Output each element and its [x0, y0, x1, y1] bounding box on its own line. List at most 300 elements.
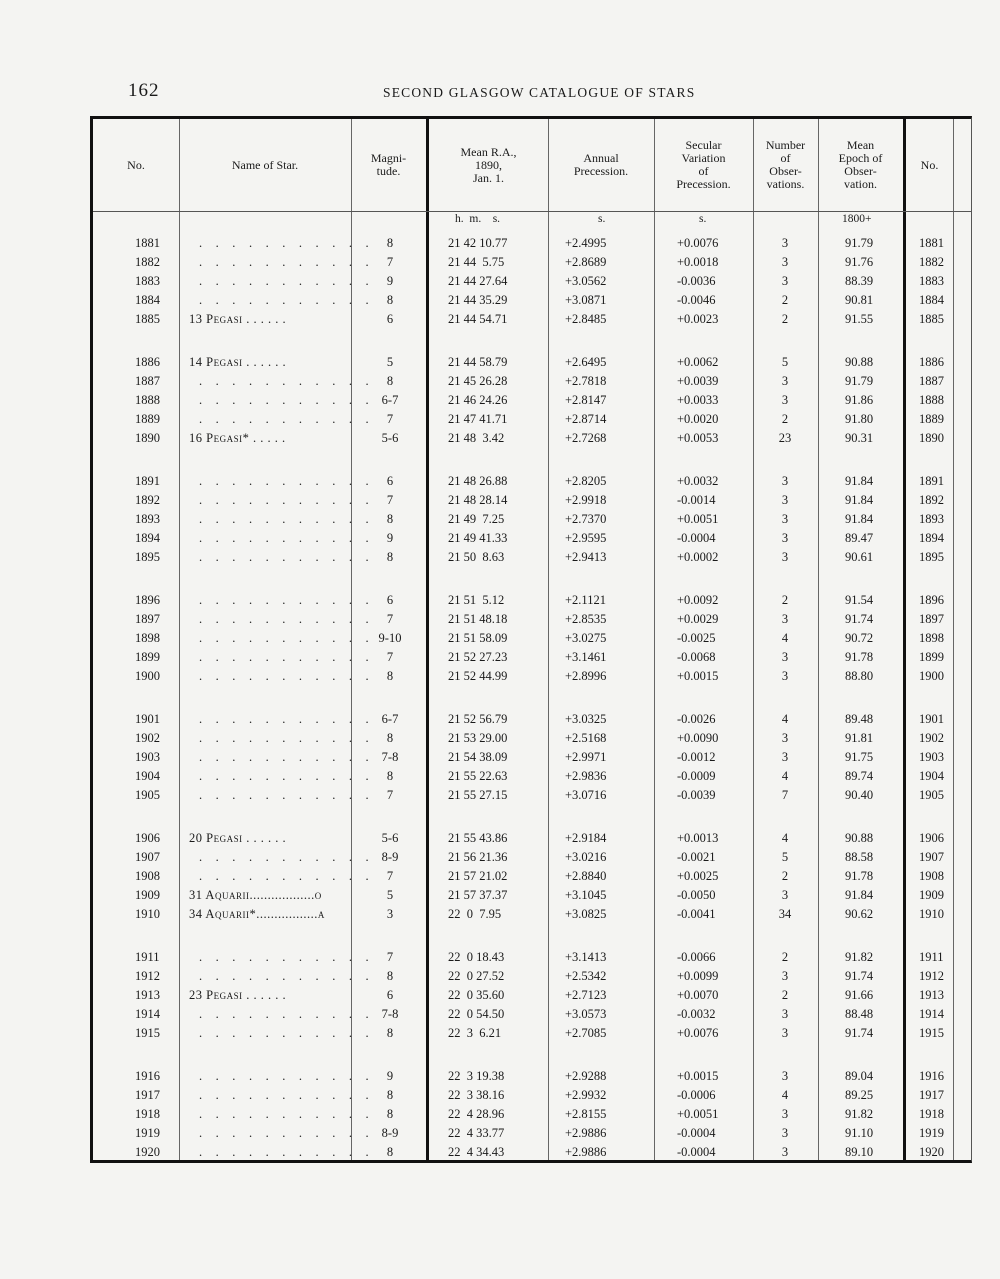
row-number-right: 1909: [919, 888, 944, 902]
row-number-right: 1914: [919, 1007, 944, 1021]
secular-variation: +0.0051: [677, 512, 719, 526]
leader-dots: . . . . . . . . . . .: [199, 969, 374, 983]
right-ascension: 22 3 6.21: [448, 1026, 502, 1040]
right-ascension: 22 4 33.77: [448, 1126, 505, 1140]
row-number-right: 1920: [919, 1145, 944, 1159]
number-of-observations: 3: [781, 612, 789, 626]
mean-epoch: 91.10: [845, 1126, 874, 1140]
row-number-right: 1902: [919, 731, 944, 745]
table-row: [93, 531, 971, 550]
row-number-right: 1903: [919, 750, 944, 764]
number-of-observations: 3: [781, 474, 789, 488]
row-number: 1914: [135, 1007, 160, 1021]
row-number-right: 1888: [919, 393, 944, 407]
right-ascension: 22 4 34.43: [448, 1145, 505, 1159]
leader-dots: . . . . . . . . . . .: [199, 493, 374, 507]
right-ascension: 22 3 19.38: [448, 1069, 505, 1083]
magnitude: 6: [386, 593, 394, 607]
annual-precession: +3.0325: [565, 712, 607, 726]
right-ascension: 22 0 54.50: [448, 1007, 505, 1021]
annual-precession: +2.7818: [565, 374, 607, 388]
table-row: [93, 612, 971, 631]
row-number-right: 1906: [919, 831, 944, 845]
mean-epoch: 91.84: [845, 888, 874, 902]
magnitude: 6: [386, 474, 394, 488]
annual-precession: +2.8155: [565, 1107, 607, 1121]
annual-precession: +2.8689: [565, 255, 607, 269]
table-row: [93, 631, 971, 650]
mean-epoch: 91.55: [845, 312, 874, 326]
leader-dots: . . . . . . . . . . .: [199, 612, 374, 626]
mean-epoch: 91.84: [845, 493, 874, 507]
leader-dots: . . . . . . . . . . .: [199, 593, 374, 607]
mean-epoch: 89.47: [845, 531, 874, 545]
magnitude: 5-6: [381, 431, 399, 445]
leader-dots: . . . . . . . . . . .: [199, 293, 374, 307]
secular-variation: -0.0004: [677, 1126, 716, 1140]
magnitude: 9: [386, 1069, 394, 1083]
magnitude: 8: [386, 293, 394, 307]
secular-variation: +0.0053: [677, 431, 719, 445]
number-of-observations: 2: [781, 312, 789, 326]
star-name: 34 Aquarii*.................α: [189, 907, 325, 921]
mean-epoch: 91.81: [845, 731, 874, 745]
row-number: 1883: [135, 274, 160, 288]
mean-epoch: 91.86: [845, 393, 874, 407]
leader-dots: . . . . . . . . . . .: [199, 550, 374, 564]
row-number: 1903: [135, 750, 160, 764]
secular-variation: -0.0041: [677, 907, 716, 921]
precession-units: s.: [598, 213, 606, 225]
row-number: 1896: [135, 593, 160, 607]
mean-epoch: 90.72: [845, 631, 874, 645]
row-number-right: 1890: [919, 431, 944, 445]
row-number: 1909: [135, 888, 160, 902]
row-number: 1891: [135, 474, 160, 488]
secular-variation: +0.0076: [677, 236, 719, 250]
right-ascension: 21 50 8.63: [448, 550, 505, 564]
table-row: [93, 550, 971, 569]
page-number: 162: [128, 80, 160, 101]
row-number-right: 1898: [919, 631, 944, 645]
secular-variation: +0.0076: [677, 1026, 719, 1040]
number-of-observations: 3: [781, 1007, 789, 1021]
mean-epoch: 88.39: [845, 274, 874, 288]
number-of-observations: 2: [781, 593, 789, 607]
row-number-right: 1908: [919, 869, 944, 883]
right-ascension: 22 0 35.60: [448, 988, 505, 1002]
row-number-right: 1913: [919, 988, 944, 1002]
mean-epoch: 91.82: [845, 950, 874, 964]
right-ascension: 21 52 27.23: [448, 650, 508, 664]
annual-precession: +3.0216: [565, 850, 607, 864]
number-of-observations: 7: [781, 788, 789, 802]
star-name: 23 Pegasi . . . . . .: [189, 988, 287, 1002]
number-of-observations: 2: [781, 950, 789, 964]
magnitude: 8: [386, 731, 394, 745]
table-row: [93, 1088, 971, 1107]
row-number-right: 1919: [919, 1126, 944, 1140]
secular-variation: +0.0018: [677, 255, 719, 269]
number-of-observations: 3: [781, 731, 789, 745]
right-ascension: 21 51 5.12: [448, 593, 505, 607]
header-mean-ra: Mean R.A., 1890, Jan. 1.: [460, 144, 517, 185]
mean-epoch: 91.80: [845, 412, 874, 426]
number-of-observations: 5: [781, 355, 789, 369]
table-row: [93, 650, 971, 669]
table-row: [93, 1026, 971, 1045]
secular-variation: -0.0025: [677, 631, 716, 645]
secular-variation: +0.0051: [677, 1107, 719, 1121]
row-number: 1910: [135, 907, 160, 921]
number-of-observations: 3: [781, 236, 789, 250]
row-number-right: 1901: [919, 712, 944, 726]
leader-dots: . . . . . . . . . . .: [199, 1107, 374, 1121]
magnitude: 9-10: [378, 631, 402, 645]
mean-epoch: 91.82: [845, 1107, 874, 1121]
row-number: 1892: [135, 493, 160, 507]
right-ascension: 21 53 29.00: [448, 731, 508, 745]
magnitude: 6: [386, 312, 394, 326]
secular-variation: -0.0004: [677, 1145, 716, 1159]
row-number: 1897: [135, 612, 160, 626]
annual-precession: +3.0871: [565, 293, 607, 307]
leader-dots: . . . . . . . . . . .: [199, 1145, 374, 1159]
epoch-units: 1800+: [842, 213, 872, 225]
right-ascension: 21 44 5.75: [448, 255, 505, 269]
secular-variation: -0.0021: [677, 850, 716, 864]
row-number-right: 1883: [919, 274, 944, 288]
annual-precession: +2.9595: [565, 531, 607, 545]
annual-precession: +2.5342: [565, 969, 607, 983]
table-row: [93, 593, 971, 612]
row-number: 1905: [135, 788, 160, 802]
leader-dots: . . . . . . . . . . .: [199, 1069, 374, 1083]
mean-epoch: 89.10: [845, 1145, 874, 1159]
row-number: 1895: [135, 550, 160, 564]
right-ascension: 21 55 43.86: [448, 831, 508, 845]
number-of-observations: 23: [778, 431, 792, 445]
row-number-right: 1907: [919, 850, 944, 864]
right-ascension: 21 57 37.37: [448, 888, 508, 902]
magnitude: 6-7: [381, 393, 399, 407]
table-row: [93, 950, 971, 969]
leader-dots: . . . . . . . . . . .: [199, 669, 374, 683]
secular-variation: -0.0066: [677, 950, 716, 964]
table-row: [93, 907, 971, 926]
annual-precession: +3.0573: [565, 1007, 607, 1021]
table-row: [93, 750, 971, 769]
row-number: 1911: [135, 950, 160, 964]
mean-epoch: 89.48: [845, 712, 874, 726]
right-ascension: 21 49 41.33: [448, 531, 508, 545]
right-ascension: 21 51 58.09: [448, 631, 508, 645]
number-of-observations: 3: [781, 750, 789, 764]
table-row: [93, 731, 971, 750]
number-of-observations: 3: [781, 1145, 789, 1159]
leader-dots: . . . . . . . . . . .: [199, 236, 374, 250]
mean-epoch: 91.74: [845, 612, 874, 626]
header-no: No.: [127, 157, 145, 172]
secular-variation: +0.0025: [677, 869, 719, 883]
number-of-observations: 4: [781, 631, 789, 645]
header-magnitude: Magni- tude.: [370, 151, 407, 178]
secular-variation: -0.0026: [677, 712, 716, 726]
magnitude: 5: [386, 355, 394, 369]
table-row: [93, 1069, 971, 1088]
row-number: 1918: [135, 1107, 160, 1121]
leader-dots: . . . . . . . . . . .: [199, 631, 374, 645]
secular-variation: +0.0029: [677, 612, 719, 626]
number-of-observations: 3: [781, 1026, 789, 1040]
annual-precession: +2.9932: [565, 1088, 607, 1102]
mean-epoch: 88.58: [845, 850, 874, 864]
annual-precession: +2.7085: [565, 1026, 607, 1040]
leader-dots: . . . . . . . . . . .: [199, 412, 374, 426]
header-number-of-observations: Number of Obser- vations.: [765, 138, 806, 191]
magnitude: 9: [386, 274, 394, 288]
annual-precession: +2.8840: [565, 869, 607, 883]
right-ascension: 22 0 18.43: [448, 950, 505, 964]
table-row: [93, 1107, 971, 1126]
magnitude: 8: [386, 1088, 394, 1102]
running-title: SECOND GLASGOW CATALOGUE OF STARS: [383, 85, 696, 100]
right-ascension: 21 48 28.14: [448, 493, 508, 507]
magnitude: 8: [386, 769, 394, 783]
leader-dots: . . . . . . . . . . .: [199, 869, 374, 883]
row-number-right: 1915: [919, 1026, 944, 1040]
table-row: [93, 493, 971, 512]
row-number: 1887: [135, 374, 160, 388]
table-row: [93, 850, 971, 869]
right-ascension: 21 48 3.42: [448, 431, 505, 445]
mean-epoch: 91.75: [845, 750, 874, 764]
row-number-right: 1882: [919, 255, 944, 269]
mean-epoch: 90.88: [845, 355, 874, 369]
row-number: 1882: [135, 255, 160, 269]
magnitude: 8-9: [381, 850, 399, 864]
secular-variation: +0.0062: [677, 355, 719, 369]
annual-precession: +2.4995: [565, 236, 607, 250]
row-number-right: 1910: [919, 907, 944, 921]
annual-precession: +2.8996: [565, 669, 607, 683]
magnitude: 5-6: [381, 831, 399, 845]
magnitude: 9: [386, 531, 394, 545]
number-of-observations: 3: [781, 1107, 789, 1121]
magnitude: 8: [386, 374, 394, 388]
secular-variation: -0.0004: [677, 531, 716, 545]
number-of-observations: 4: [781, 712, 789, 726]
number-of-observations: 2: [781, 293, 789, 307]
row-number: 1889: [135, 412, 160, 426]
number-of-observations: 3: [781, 550, 789, 564]
number-of-observations: 4: [781, 769, 789, 783]
row-number-right: 1884: [919, 293, 944, 307]
row-number: 1920: [135, 1145, 160, 1159]
mean-epoch: 90.61: [845, 550, 874, 564]
table-row: [93, 712, 971, 731]
annual-precession: +2.9918: [565, 493, 607, 507]
leader-dots: . . . . . . . . . . .: [199, 712, 374, 726]
right-ascension: 21 46 24.26: [448, 393, 508, 407]
annual-precession: +2.8205: [565, 474, 607, 488]
page-header: [0, 80, 1000, 106]
magnitude: 7: [386, 612, 394, 626]
number-of-observations: 3: [781, 393, 789, 407]
right-ascension: 21 48 26.88: [448, 474, 508, 488]
table-row: [93, 293, 971, 312]
row-number-right: 1904: [919, 769, 944, 783]
row-number-right: 1912: [919, 969, 944, 983]
right-ascension: 22 0 27.52: [448, 969, 505, 983]
leader-dots: . . . . . . . . . . .: [199, 750, 374, 764]
header-rule: [93, 211, 971, 212]
number-of-observations: 3: [781, 274, 789, 288]
header-name: Name of Star.: [231, 157, 299, 172]
number-of-observations: 2: [781, 988, 789, 1002]
leader-dots: . . . . . . . . . . .: [199, 474, 374, 488]
table-row: [93, 988, 971, 1007]
secular-units: s.: [699, 213, 707, 225]
ra-units: h. m. s.: [455, 213, 501, 225]
row-number: 1904: [135, 769, 160, 783]
annual-precession: +3.1461: [565, 650, 607, 664]
magnitude: 6-7: [381, 712, 399, 726]
right-ascension: 22 0 7.95: [448, 907, 502, 921]
annual-precession: +2.7123: [565, 988, 607, 1002]
row-number-right: 1896: [919, 593, 944, 607]
right-ascension: 21 52 44.99: [448, 669, 508, 683]
table-row: [93, 393, 971, 412]
row-number: 1884: [135, 293, 160, 307]
mean-epoch: 91.84: [845, 512, 874, 526]
magnitude: 7: [386, 412, 394, 426]
secular-variation: -0.0046: [677, 293, 716, 307]
secular-variation: +0.0033: [677, 393, 719, 407]
annual-precession: +2.9836: [565, 769, 607, 783]
mean-epoch: 91.76: [845, 255, 874, 269]
row-number: 1890: [135, 431, 160, 445]
number-of-observations: 3: [781, 1126, 789, 1140]
row-number: 1919: [135, 1126, 160, 1140]
row-number: 1907: [135, 850, 160, 864]
number-of-observations: 2: [781, 869, 789, 883]
row-number: 1915: [135, 1026, 160, 1040]
right-ascension: 21 44 58.79: [448, 355, 508, 369]
row-number-right: 1881: [919, 236, 944, 250]
table-row: [93, 1126, 971, 1145]
magnitude: 8: [386, 969, 394, 983]
annual-precession: +2.8714: [565, 412, 607, 426]
table-row: [93, 869, 971, 888]
row-number-right: 1916: [919, 1069, 944, 1083]
row-number-right: 1893: [919, 512, 944, 526]
mean-epoch: 90.31: [845, 431, 874, 445]
mean-epoch: 91.74: [845, 1026, 874, 1040]
leader-dots: . . . . . . . . . . .: [199, 1026, 374, 1040]
leader-dots: . . . . . . . . . . .: [199, 255, 374, 269]
row-number-right: 1911: [919, 950, 944, 964]
table-row: [93, 474, 971, 493]
leader-dots: . . . . . . . . . . .: [199, 531, 374, 545]
magnitude: 8: [386, 1107, 394, 1121]
row-number-right: 1897: [919, 612, 944, 626]
row-number: 1916: [135, 1069, 160, 1083]
row-number: 1894: [135, 531, 160, 545]
leader-dots: . . . . . . . . . . .: [199, 374, 374, 388]
right-ascension: 21 47 41.71: [448, 412, 508, 426]
secular-variation: +0.0023: [677, 312, 719, 326]
annual-precession: +2.8147: [565, 393, 607, 407]
mean-epoch: 91.54: [845, 593, 874, 607]
secular-variation: +0.0020: [677, 412, 719, 426]
secular-variation: -0.0009: [677, 769, 716, 783]
annual-precession: +3.0716: [565, 788, 607, 802]
mean-epoch: 89.25: [845, 1088, 874, 1102]
secular-variation: -0.0050: [677, 888, 716, 902]
table-row: [93, 888, 971, 907]
right-ascension: 21 44 27.64: [448, 274, 508, 288]
number-of-observations: 4: [781, 831, 789, 845]
number-of-observations: 3: [781, 374, 789, 388]
mean-epoch: 88.48: [845, 1007, 874, 1021]
magnitude: 7-8: [381, 1007, 399, 1021]
star-name: 31 Aquarii..................o: [189, 888, 322, 902]
mean-epoch: 91.74: [845, 969, 874, 983]
right-ascension: 21 55 27.15: [448, 788, 508, 802]
secular-variation: -0.0068: [677, 650, 716, 664]
table-row: [93, 1145, 971, 1164]
leader-dots: . . . . . . . . . . .: [199, 788, 374, 802]
right-ascension: 21 52 56.79: [448, 712, 508, 726]
annual-precession: +2.9413: [565, 550, 607, 564]
table-row: [93, 788, 971, 807]
number-of-observations: 3: [781, 650, 789, 664]
row-number-right: 1892: [919, 493, 944, 507]
mean-epoch: 90.88: [845, 831, 874, 845]
magnitude: 7: [386, 788, 394, 802]
mean-epoch: 91.66: [845, 988, 874, 1002]
magnitude: 7: [386, 650, 394, 664]
mean-epoch: 90.81: [845, 293, 874, 307]
right-ascension: 21 44 54.71: [448, 312, 508, 326]
mean-epoch: 91.79: [845, 374, 874, 388]
leader-dots: . . . . . . . . . . .: [199, 393, 374, 407]
star-name: 16 Pegasi* . . . . .: [189, 431, 286, 445]
row-number-right: 1917: [919, 1088, 944, 1102]
table-row: [93, 412, 971, 431]
secular-variation: +0.0002: [677, 550, 719, 564]
leader-dots: . . . . . . . . . . .: [199, 650, 374, 664]
row-number: 1886: [135, 355, 160, 369]
right-ascension: 21 44 35.29: [448, 293, 508, 307]
mean-epoch: 88.80: [845, 669, 874, 683]
row-number: 1899: [135, 650, 160, 664]
mean-epoch: 90.62: [845, 907, 874, 921]
right-ascension: 21 49 7.25: [448, 512, 505, 526]
secular-variation: +0.0070: [677, 988, 719, 1002]
row-number: 1893: [135, 512, 160, 526]
number-of-observations: 4: [781, 1088, 789, 1102]
header-no-right: No.: [920, 157, 939, 172]
magnitude: 7: [386, 255, 394, 269]
table-row: [93, 374, 971, 393]
right-ascension: 21 56 21.36: [448, 850, 508, 864]
row-number: 1906: [135, 831, 160, 845]
right-ascension: 21 45 26.28: [448, 374, 508, 388]
row-number-right: 1887: [919, 374, 944, 388]
secular-variation: +0.0015: [677, 1069, 719, 1083]
